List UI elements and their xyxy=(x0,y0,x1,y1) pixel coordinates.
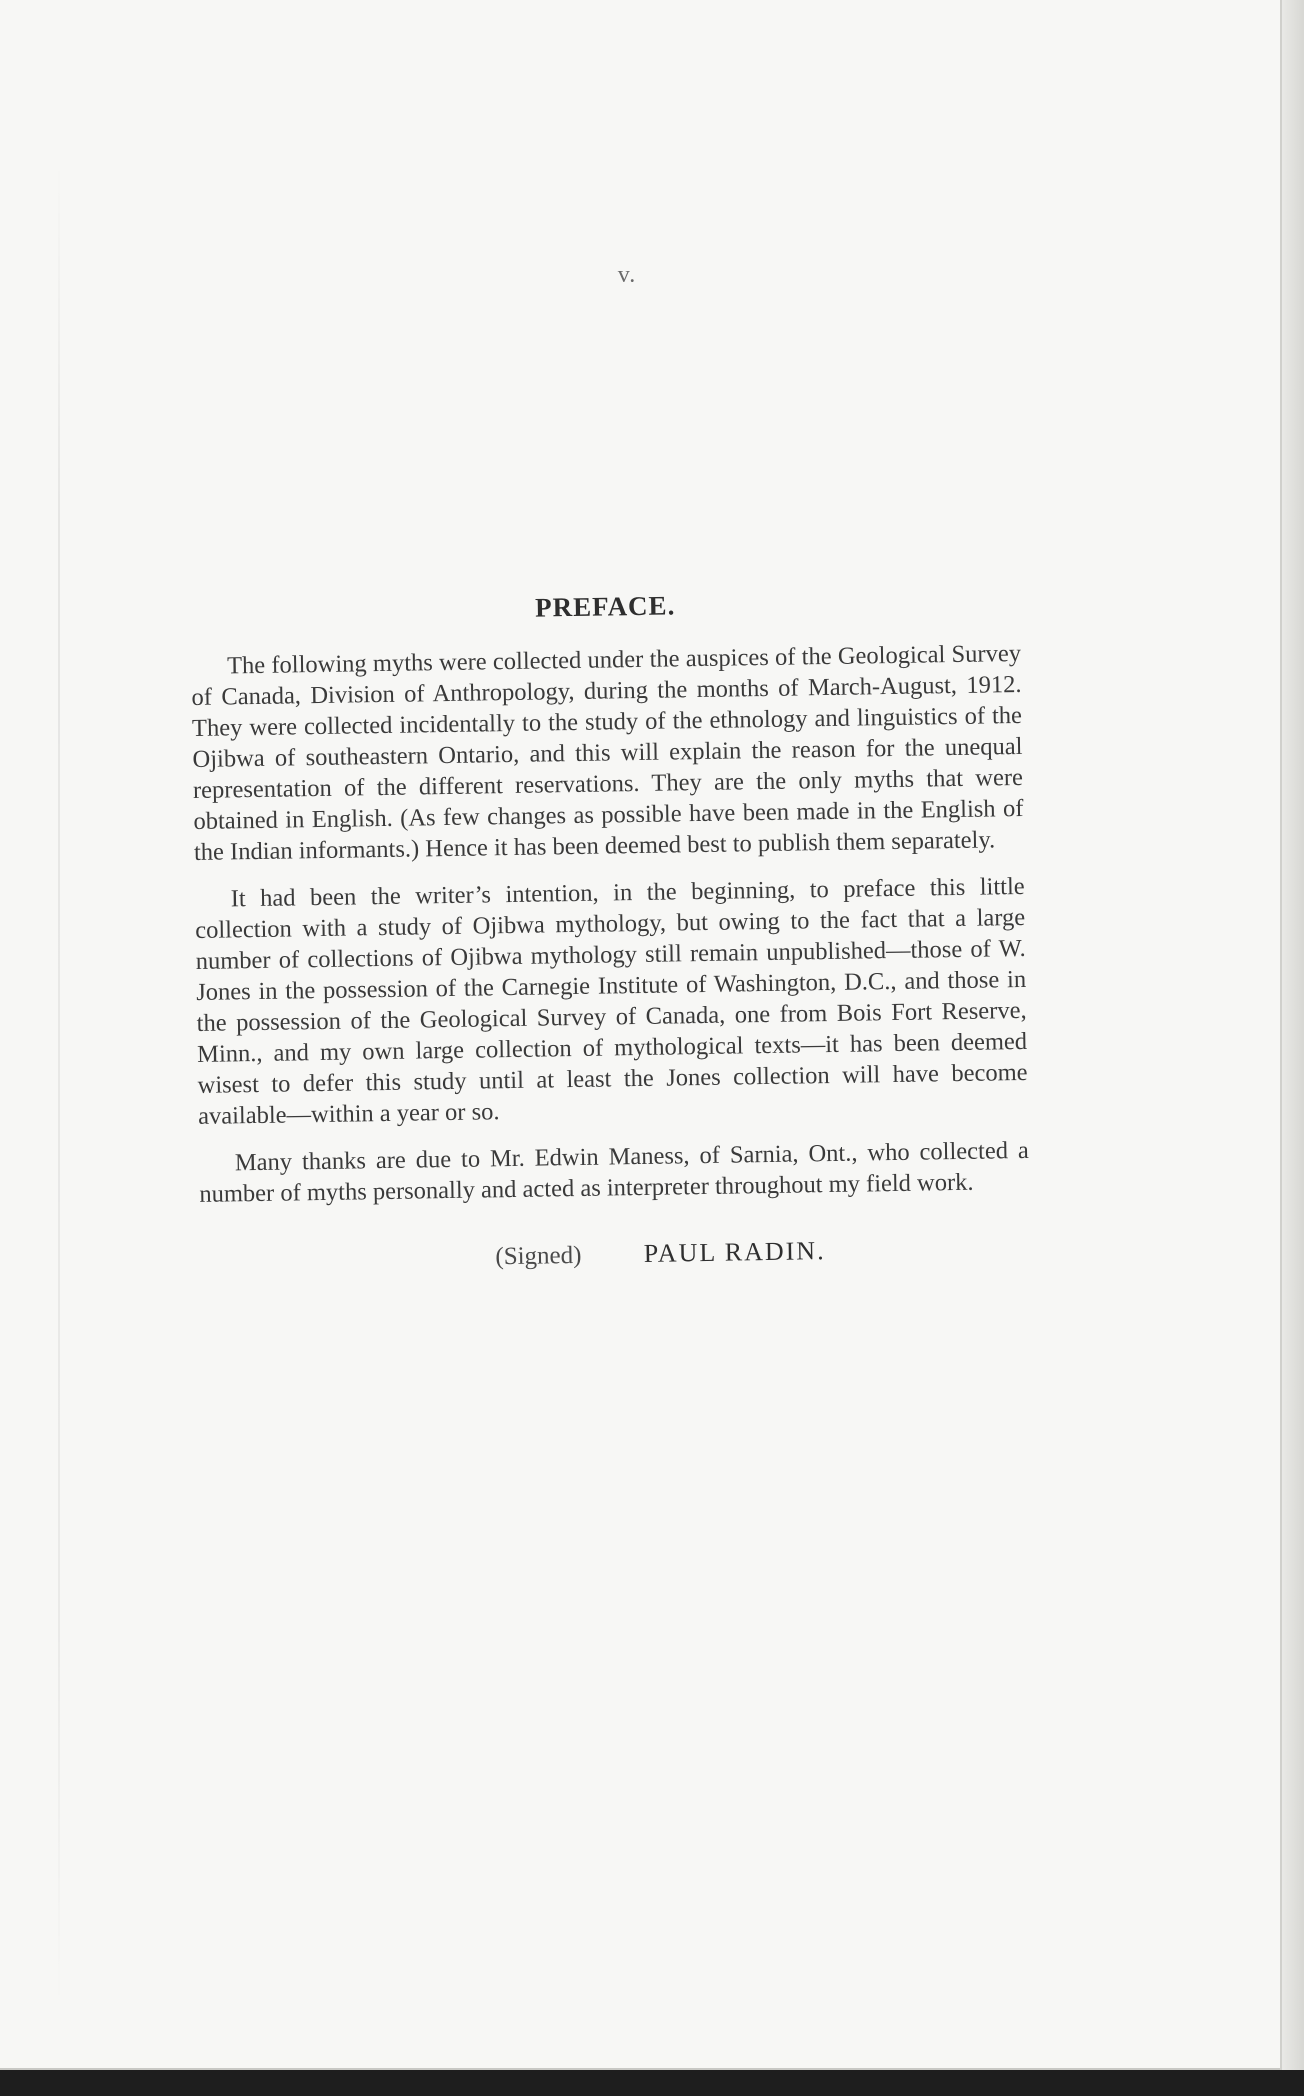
signer-name: PAUL RADIN. xyxy=(643,1236,826,1268)
preface-paragraph-1: The following myths were collected under the auspices of the Geological Survey of Canada, Division of Anthropology, during the months of March-August, 1912. They were collected incidentally to the study of the ethnology and linguistics of the Ojibwa of southeastern Ontario, and this will explain the reason for the unequal representation of the different reservations. They are the only myths that were obtained in English. (As few changes as possible have been made in the English of the Indian informants.) Hence it has been deemed best to publish them separately. xyxy=(191,639,1024,866)
scan-bottom-border xyxy=(0,2070,1304,2096)
preface-paragraph-2: It had been the writer’s intention, in the beginning, to preface this little collection with a study of Ojibwa mythology, but owing to the fact that a large number of collections of Ojibwa mythology still remain unpublished—those of W. Jones in the possession of the Carnegie Institute of Washington, D.C., and those in the possession of the Geological Survey of Canada, one from Bois Fort Reserve, Minn., and my own large collection of mythological texts—it has been deemed wisest to defer this study until at least the Jones collection will have become available—within a year or so. xyxy=(195,872,1028,1130)
preface-text-block xyxy=(190,585,1031,1276)
signature-line xyxy=(200,1233,1030,1276)
page-right-edge xyxy=(1282,0,1304,2096)
page-heading: PREFACE. xyxy=(534,590,676,623)
preface-paragraph-3: Many thanks are due to Mr. Edwin Maness, of Sarnia, Ont., who collected a number of myths personally and acted as interpreter throughout my field work. xyxy=(199,1136,1029,1208)
page-number: v. xyxy=(617,262,637,288)
page-gutter-shadow xyxy=(58,160,60,2010)
signed-label: (Signed) xyxy=(495,1241,582,1271)
